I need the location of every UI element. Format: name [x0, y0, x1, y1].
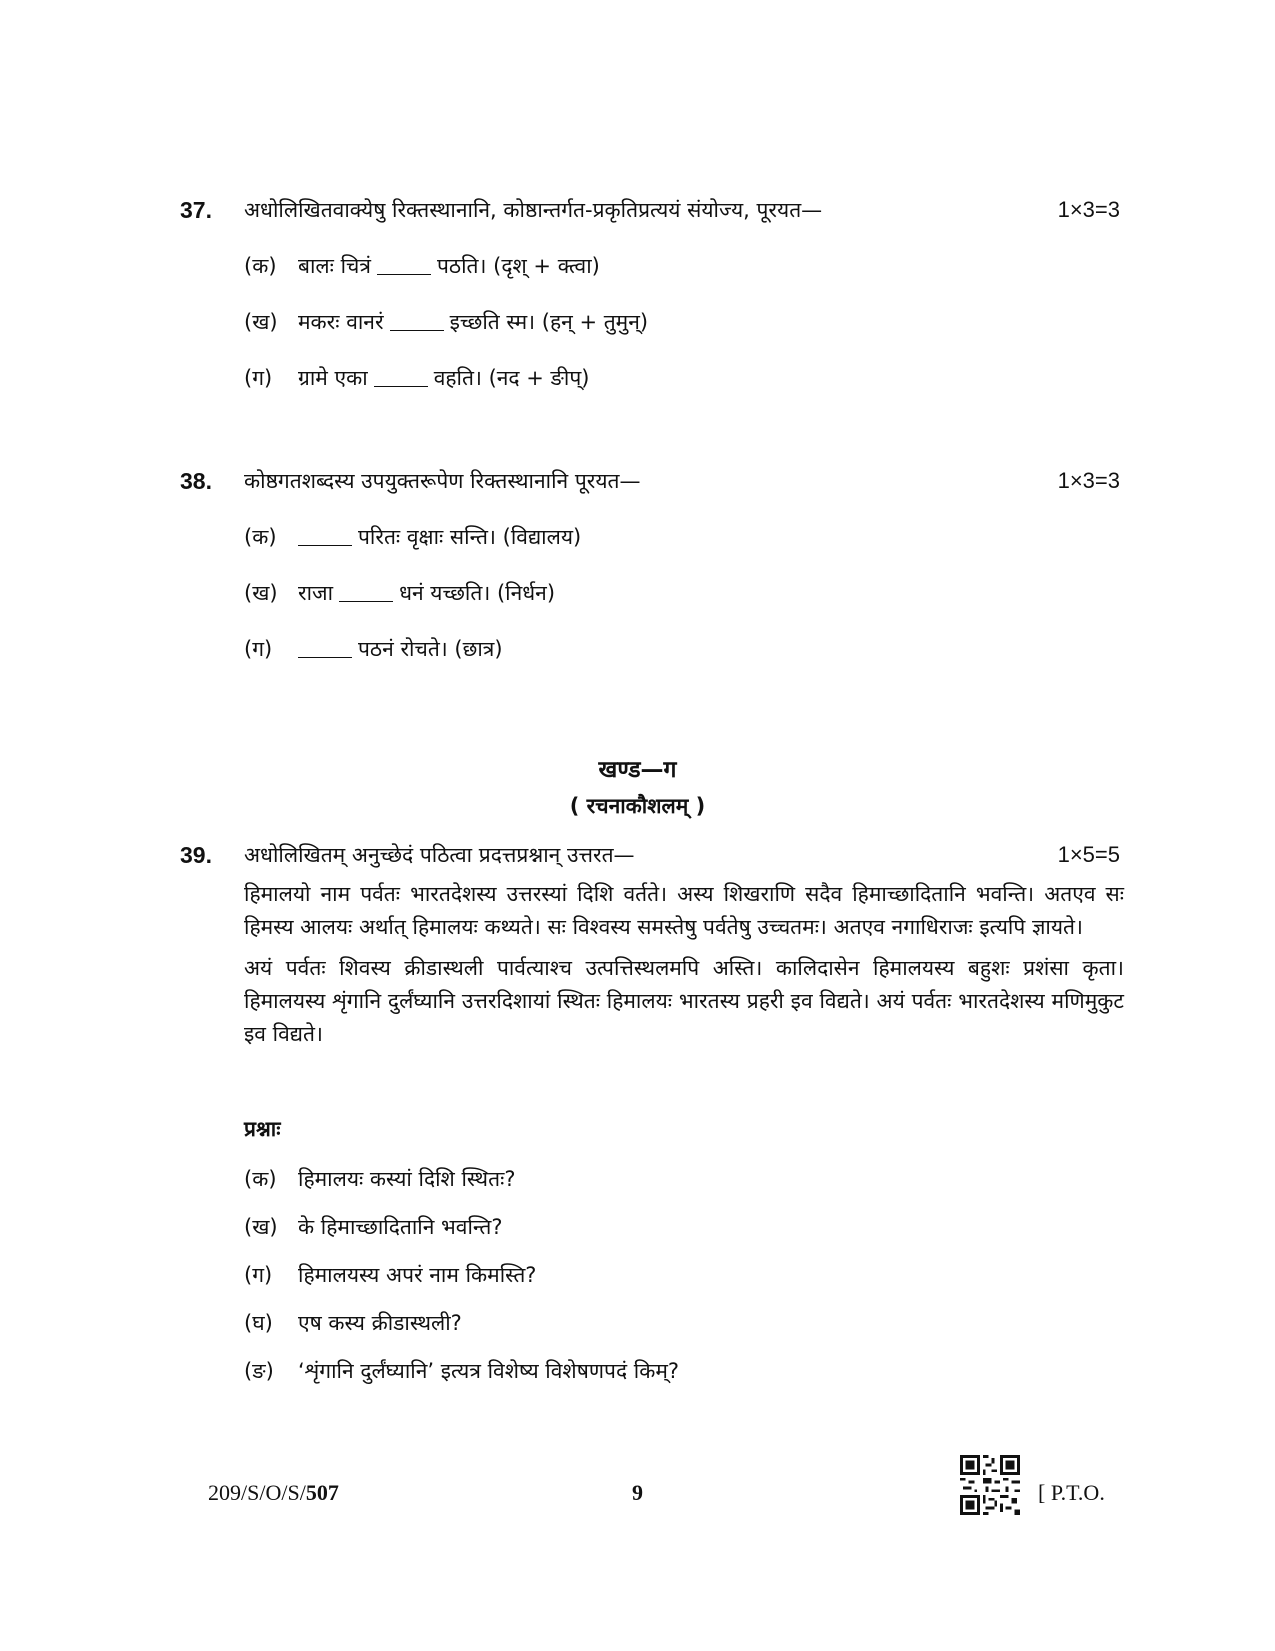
sub-question-label: (ङ) [244, 1359, 274, 1383]
sub-question-after: पठनं रोचते। (छात्र) [358, 637, 503, 661]
sub-question-label: (क) [244, 254, 277, 278]
fill-blank [390, 310, 444, 331]
question-number: 39. [180, 842, 212, 868]
sub-question-after: वहति। (नद + ङीप्) [433, 366, 590, 390]
list-item [180, 1306, 1120, 1340]
sub-question-ka [180, 249, 1120, 283]
question-39 [180, 838, 1120, 872]
sub-question-label: (ख) [244, 1215, 278, 1239]
list-item [180, 1210, 1120, 1244]
question-text: अधोलिखितम् अनुच्छेदं पठित्वा प्रदत्तप्रश्नान् उत्तरत— [244, 843, 635, 867]
list-item [180, 1354, 1120, 1388]
fill-blank [377, 254, 431, 275]
sub-question-before: बालः चित्रं [298, 254, 371, 278]
sub-question-before: ग्रामे एका [298, 366, 368, 390]
sub-question-text: के हिमाच्छादितानि भवन्ति? [298, 1215, 503, 1239]
section-title: खण्ड—ग [598, 757, 677, 783]
sub-question-before: राजा [298, 581, 334, 605]
question-38 [180, 464, 1120, 666]
question-text: अधोलिखितवाक्येषु रिक्तस्थानानि, कोष्ठान्तर्गत-प्रकृतिप्रत्ययं संयोज्य, पूरयत— [244, 198, 823, 222]
question-39-list [180, 1148, 1120, 1388]
list-item [180, 1258, 1120, 1292]
list-item [180, 1162, 1120, 1196]
qr-code-icon [960, 1455, 1020, 1515]
sub-question-text: एष कस्य क्रीडास्थली? [298, 1311, 462, 1335]
question-37 [180, 193, 1120, 395]
section-subtitle: ( रचनाकौशलम् ) [569, 794, 706, 818]
passage-paragraph-2: अयं पर्वतः शिवस्य क्रीडास्थली पार्वत्याश्च उत्पत्तिस्थलमपि अस्ति। कालिदासेन हिमालयस्य बहुशः प्रशंसा कृता। हिमालयस्य शृंगानि दुर्लंघ्यानि उत्तरदिशायां स्थितः हिमालयः भारतस्य प्रहरी इव विद्यते। अयं पर्वतः भारतदेशस्य मणिमुकुट इव विद्यते। [244, 956, 1124, 1046]
sub-question-label: (ख) [244, 310, 278, 334]
sub-question-label: (ग) [244, 366, 273, 390]
fill-blank [339, 581, 393, 602]
question-text: कोष्ठगतशब्दस्य उपयुक्तरूपेण रिक्तस्थानानि पूरयत— [244, 469, 641, 493]
question-number: 37. [180, 197, 212, 223]
fill-blank [374, 366, 428, 387]
sub-question-text: हिमालयस्य अपरं नाम किमस्ति? [298, 1263, 537, 1287]
sub-question-after: धनं यच्छति। (निर्धन) [399, 581, 556, 605]
marks: 1×3=3 [1057, 468, 1120, 493]
marks: 1×3=3 [1057, 197, 1120, 222]
paper-code-prefix: 209/S/O/S/ [208, 1480, 306, 1505]
question-number: 38. [180, 468, 212, 494]
questions-heading: प्रश्नाः [244, 1117, 281, 1141]
sub-question-kha [180, 576, 1120, 610]
sub-question-label: (ग) [244, 1263, 273, 1287]
paper-code-number: 507 [305, 1480, 339, 1505]
sub-question-ga [180, 361, 1120, 395]
fill-blank [298, 637, 352, 658]
page-number: 9 [632, 1480, 643, 1505]
fill-blank [298, 525, 352, 546]
sub-question-label: (ख) [244, 581, 278, 605]
sub-question-label: (क) [244, 525, 277, 549]
sub-question-after: परितः वृक्षाः सन्ति। (विद्यालय) [358, 525, 582, 549]
sub-question-before: मकरः वानरं [298, 310, 384, 334]
sub-question-after: पठति। (दृश् + क्त्वा) [436, 254, 600, 278]
sub-question-label: (क) [244, 1167, 277, 1191]
sub-question-label: (ग) [244, 637, 273, 661]
sub-question-ga [180, 632, 1120, 666]
passage-paragraph-1: हिमालयो नाम पर्वतः भारतदेशस्य उत्तरस्यां दिशि वर्तते। अस्य शिखराणि सदैव हिमाच्छादितानि भवन्ति। अतएव सः हिमस्य आलयः अर्थात् हिमालयः कथ्यते। सः विश्वस्य समस्तेषु पर्वतेषु उच्चतमः। अतएव नगाधिराजः इत्यपि ज्ञायते। [244, 882, 1124, 939]
reading-passage [244, 878, 1124, 1059]
sub-question-label: (घ) [244, 1311, 273, 1335]
sub-question-kha [180, 305, 1120, 339]
sub-question-after: इच्छति स्म। (हन् + तुमुन्) [449, 310, 649, 334]
sub-question-ka [180, 520, 1120, 554]
sub-question-text: ‘शृंगानि दुर्लंघ्यानि’ इत्यत्र विशेष्य विशेषणपदं किम्? [298, 1359, 680, 1383]
sub-question-text: हिमालयः कस्यां दिशि स्थितः? [298, 1167, 516, 1191]
marks: 1×5=5 [1057, 842, 1120, 867]
pto-label: [ P.T.O. [1038, 1480, 1105, 1505]
